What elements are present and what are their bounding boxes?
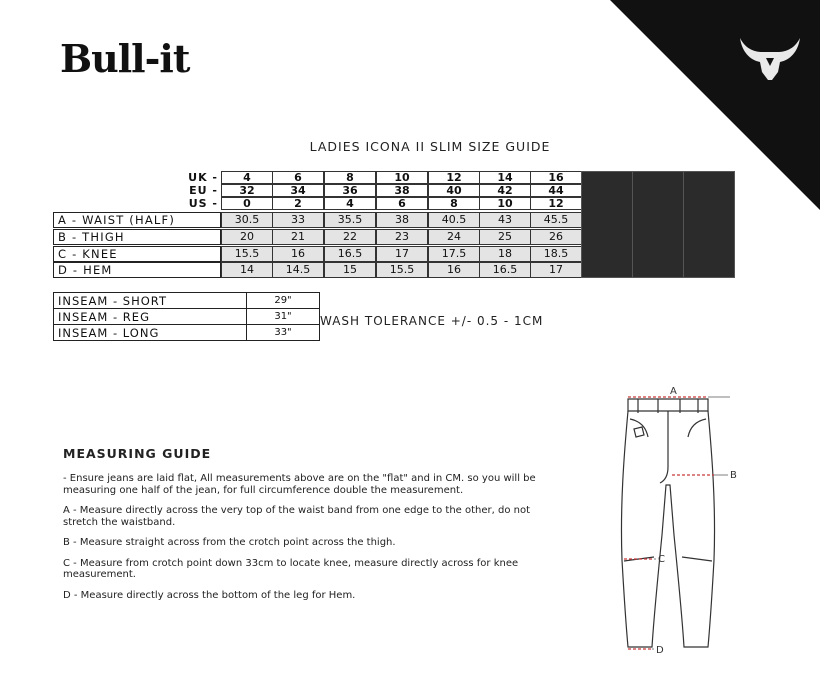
wash-tolerance: WASH TOLERANCE +/- 0.5 - 1CM [320, 314, 544, 328]
size-cell: 12 [428, 171, 480, 184]
measurement-cell: 24 [428, 229, 480, 245]
size-row-label: US - [188, 197, 218, 210]
inseam-value: 31" [247, 309, 320, 325]
size-cell: 8 [428, 197, 480, 210]
size-cell: 32 [221, 184, 273, 197]
measurement-row-label: D - HEM [53, 262, 221, 278]
measurement-cell: 15.5 [221, 246, 273, 262]
size-cell: 38 [376, 184, 428, 197]
size-cell: 12 [530, 197, 582, 210]
size-cell: 42 [479, 184, 531, 197]
diagram-label-c: C [658, 554, 665, 565]
size-cell: 34 [272, 184, 324, 197]
inseam-label: INSEAM - SHORT [54, 293, 247, 309]
size-cell: 16 [530, 171, 582, 184]
diagram-label-d: D [656, 645, 664, 656]
guide-item: - Ensure jeans are laid flat, All measurements above are on the "flat" and in CM. so you will be measuring one half of the jean, for full circumference double the measurement. [63, 473, 536, 496]
measurement-cell: 20 [221, 229, 273, 245]
measurement-cell: 18.5 [530, 246, 582, 262]
measurement-cell: 17 [530, 262, 582, 278]
measurement-cell: 15.5 [376, 262, 428, 278]
measurement-cell: 16.5 [479, 262, 531, 278]
diagram-label-a: A [670, 386, 677, 397]
measurement-cell: 17 [376, 246, 428, 262]
size-cell: 8 [324, 171, 376, 184]
size-cell: 40 [428, 184, 480, 197]
size-cell: 6 [376, 197, 428, 210]
size-row-label: UK - [188, 171, 218, 184]
measurement-cell: 38 [376, 212, 428, 228]
brand-logo: Bull-it [60, 36, 190, 81]
measurement-row-label: C - KNEE [53, 246, 221, 262]
measurement-cell: 22 [324, 229, 376, 245]
size-cell: 14 [479, 171, 531, 184]
guide-item: D - Measure directly across the bottom of the leg for Hem. [63, 589, 356, 601]
measurement-cell: 43 [479, 212, 531, 228]
measurement-cell: 18 [479, 246, 531, 262]
guide-item: B - Measure straight across from the crotch point across the thigh. [63, 537, 396, 548]
measurement-cell: 17.5 [428, 246, 480, 262]
measuring-guide [63, 473, 563, 610]
measurement-row-label: A - WAIST (HALF) [53, 212, 221, 228]
measurement-cell: 21 [272, 229, 324, 245]
measurement-cell: 40.5 [428, 212, 480, 228]
size-cell: 36 [324, 184, 376, 197]
jeans-diagram-icon [590, 385, 750, 660]
size-cell: 2 [272, 197, 324, 210]
measurement-cell: 45.5 [530, 212, 582, 228]
measurement-cell: 25 [479, 229, 531, 245]
measurement-cell: 35.5 [324, 212, 376, 228]
table-row [54, 293, 320, 309]
empty-size-column [581, 171, 633, 278]
measurement-cell: 16 [272, 246, 324, 262]
table-row [54, 325, 320, 341]
measurement-cell: 15 [324, 262, 376, 278]
measurement-cell: 23 [376, 229, 428, 245]
measurement-cell: 16 [428, 262, 480, 278]
empty-size-column [683, 171, 735, 278]
measurement-cell: 26 [530, 229, 582, 245]
diagram-label-b: B [730, 470, 737, 481]
size-guide-title: LADIES ICONA II SLIM SIZE GUIDE [309, 139, 551, 154]
size-cell: 44 [530, 184, 582, 197]
size-cell: 4 [221, 171, 273, 184]
size-cell: 0 [221, 197, 273, 210]
inseam-label: INSEAM - LONG [54, 325, 247, 341]
guide-item: A - Measure directly across the very top of the waist band from one edge to the other, do not stretch the waistband. [63, 505, 531, 528]
size-row-label: EU - [189, 184, 218, 197]
measurement-row-label: B - THIGH [53, 229, 221, 245]
measurement-cell: 33 [272, 212, 324, 228]
measuring-guide-heading: MEASURING GUIDE [63, 446, 212, 461]
size-cell: 4 [324, 197, 376, 210]
measurement-cell: 14 [221, 262, 273, 278]
size-cell: 10 [479, 197, 531, 210]
inseam-table [53, 292, 320, 341]
inseam-value: 29" [247, 293, 320, 309]
measurement-cell: 14.5 [272, 262, 324, 278]
empty-size-column [632, 171, 684, 278]
inseam-label: INSEAM - REG [54, 309, 247, 325]
inseam-value: 33" [247, 325, 320, 341]
size-cell: 6 [272, 171, 324, 184]
guide-item: C - Measure from crotch point down 33cm to locate knee, measure directly across for knee measurement. [63, 557, 519, 580]
table-row [54, 309, 320, 325]
measurement-cell: 30.5 [221, 212, 273, 228]
measurement-cell: 16.5 [324, 246, 376, 262]
size-cell: 10 [376, 171, 428, 184]
